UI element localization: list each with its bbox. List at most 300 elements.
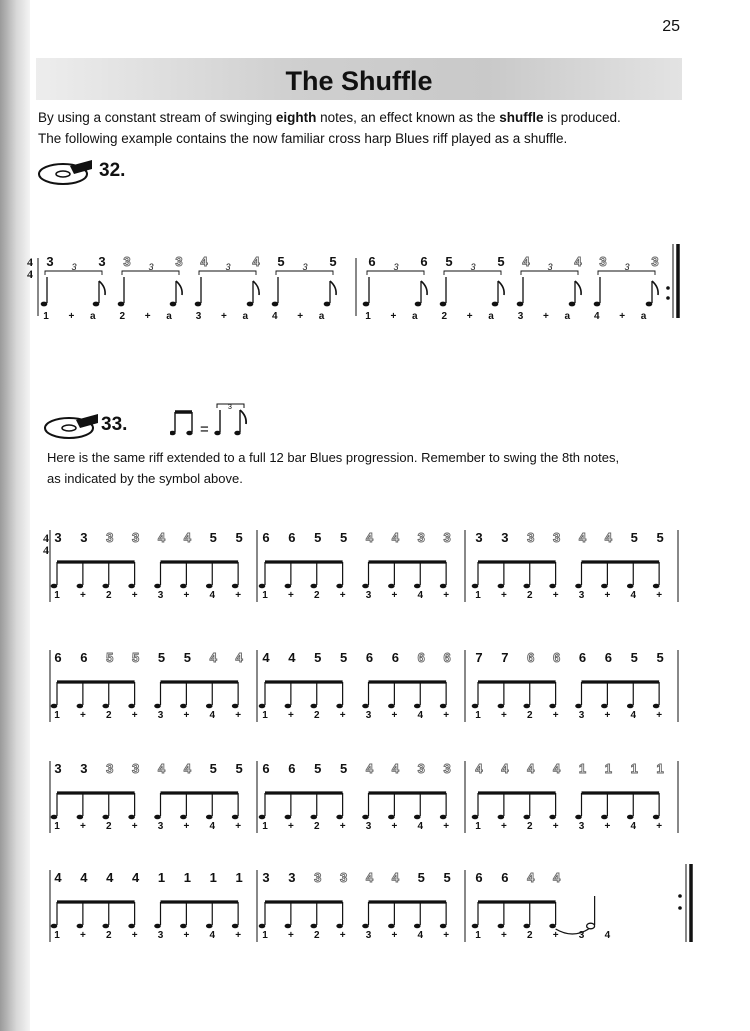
- note-head: [259, 924, 266, 929]
- tab-draw-number: 4: [527, 761, 535, 776]
- tab-draw-number: 1: [656, 761, 664, 776]
- note-head: [414, 924, 421, 929]
- beat-count-label: +: [391, 590, 398, 601]
- beat-count-label: a: [640, 311, 647, 322]
- tab-blow-number: 6: [80, 650, 88, 665]
- tab-blow-number: 3: [54, 530, 62, 545]
- note-head: [285, 584, 292, 589]
- note-head: [362, 815, 369, 820]
- beat-count-label: 3: [157, 710, 164, 721]
- note-head: [336, 924, 343, 929]
- note-head: [415, 302, 422, 307]
- beat-count-label: 3: [578, 710, 585, 721]
- note-head: [549, 924, 556, 929]
- eighth-flag: [575, 281, 581, 295]
- note-head: [388, 704, 395, 709]
- time-signature-bottom: 4: [43, 543, 49, 557]
- beat-count-label: 3: [195, 311, 202, 322]
- example-33-number: 33.: [101, 414, 128, 435]
- note-head: [336, 704, 343, 709]
- tab-draw-number: 3: [599, 254, 607, 269]
- note-head: [102, 815, 109, 820]
- beat-count-label: +: [604, 590, 611, 601]
- note-head: [575, 815, 582, 820]
- beat-count-label: +: [144, 311, 151, 322]
- repeat-dot: [666, 286, 670, 290]
- beat-count-label: +: [466, 311, 473, 322]
- tab-draw-number: 4: [183, 761, 191, 776]
- beat-count-label: +: [297, 311, 304, 322]
- tab-blow-number: 5: [314, 761, 322, 776]
- note-head: [232, 924, 239, 929]
- eighth-flag: [421, 281, 427, 295]
- tab-draw-number: 4: [209, 650, 217, 665]
- note-head: [414, 815, 421, 820]
- beat-count-label: +: [552, 821, 559, 832]
- beat-count-label: +: [391, 710, 398, 721]
- tab-draw-number: 6: [417, 650, 425, 665]
- beat-count-label: +: [443, 821, 450, 832]
- tab-blow-number: 5: [329, 254, 337, 269]
- beat-count-label: 4: [593, 311, 600, 322]
- note-head: [472, 704, 479, 709]
- beat-count-label: 2: [105, 590, 112, 601]
- note-head: [627, 815, 634, 820]
- note-head: [336, 815, 343, 820]
- tab-draw-number: 4: [501, 761, 509, 776]
- eighth-flag: [652, 281, 658, 295]
- note-head: [653, 704, 660, 709]
- tab-draw-number: 1: [630, 761, 638, 776]
- tab-draw-number: 3: [314, 870, 322, 885]
- tab-blow-number: 3: [501, 530, 509, 545]
- note-head: [362, 584, 369, 589]
- time-signature-top: 4: [43, 531, 49, 545]
- beat-count-label: 1: [365, 311, 371, 322]
- beat-count-label: 4: [630, 710, 637, 721]
- triplet-label: 3: [302, 262, 308, 272]
- beat-count-label: 3: [517, 311, 524, 322]
- triplet-label: 3: [624, 262, 630, 272]
- repeat-dot: [678, 906, 682, 910]
- beat-count-label: a: [166, 311, 172, 322]
- eighth-flag: [253, 281, 259, 295]
- beat-count-label: 3: [157, 821, 164, 832]
- beat-count-label: 1: [262, 710, 268, 721]
- tab-draw-number: 6: [443, 650, 451, 665]
- beat-count-label: 1: [262, 821, 268, 832]
- note-head: [575, 584, 582, 589]
- tab-blow-number: 5: [235, 761, 243, 776]
- note-head: [118, 302, 125, 307]
- beat-count-label: 2: [105, 930, 112, 941]
- note-head: [51, 704, 58, 709]
- beat-count-label: 3: [365, 930, 372, 941]
- beat-count-label: 4: [604, 930, 611, 941]
- note-head: [517, 302, 524, 307]
- tab-blow-number: 5: [340, 650, 348, 665]
- beat-count-label: +: [339, 821, 346, 832]
- beat-count-label: +: [131, 710, 138, 721]
- tab-blow-number: 6: [391, 650, 399, 665]
- beat-count-label: 3: [578, 590, 585, 601]
- swing-equals-sign: =: [200, 421, 209, 438]
- beat-count-label: +: [183, 710, 190, 721]
- half-note-head: [587, 923, 595, 929]
- tab-draw-number: 4: [365, 530, 374, 545]
- tab-blow-number: 6: [368, 254, 376, 269]
- tab-draw-number: 3: [340, 870, 348, 885]
- beat-count-label: +: [656, 590, 663, 601]
- beat-count-label: +: [339, 930, 346, 941]
- tab-draw-number: 3: [417, 761, 425, 776]
- beat-count-label: +: [391, 930, 398, 941]
- tab-blow-number: 6: [288, 761, 296, 776]
- beat-count-label: +: [390, 311, 397, 322]
- tab-draw-number: 3: [553, 530, 561, 545]
- tab-blow-number: 1: [183, 870, 191, 885]
- note-head: [324, 302, 331, 307]
- tab-blow-number: 5: [277, 254, 285, 269]
- beat-count-label: 4: [417, 930, 424, 941]
- tab-blow-number: 5: [417, 870, 425, 885]
- note-head: [646, 302, 653, 307]
- beat-count-label: +: [131, 590, 138, 601]
- note-head: [472, 924, 479, 929]
- beat-count-label: 2: [313, 930, 320, 941]
- eighth-flag: [330, 281, 336, 295]
- beat-count-label: 4: [209, 710, 216, 721]
- beat-count-label: 1: [475, 930, 481, 941]
- tab-draw-number: 4: [604, 530, 612, 545]
- beat-count-label: +: [391, 821, 398, 832]
- tab-blow-number: 5: [630, 530, 638, 545]
- note-head: [440, 815, 447, 820]
- eighth-flag: [99, 281, 105, 295]
- tab-draw-number: 4: [475, 761, 483, 776]
- tab-draw-number: 4: [522, 254, 530, 269]
- tab-blow-number: 6: [365, 650, 374, 665]
- tab-draw-number: 5: [132, 650, 140, 665]
- tab-draw-number: 4: [578, 530, 587, 545]
- intro-line-1: By using a constant stream of swinging eighth notes, an effect known as the shuffle is produced.: [38, 110, 621, 125]
- tab-draw-number: 4: [235, 650, 243, 665]
- note-head: [259, 704, 266, 709]
- note-head: [128, 584, 135, 589]
- tab-draw-number: 3: [106, 530, 114, 545]
- beat-count-label: 4: [209, 821, 216, 832]
- note-head: [440, 704, 447, 709]
- note-head: [154, 704, 161, 709]
- triplet-label: 3: [71, 262, 77, 272]
- beat-count-label: a: [318, 311, 325, 322]
- tab-blow-number: 5: [497, 254, 505, 269]
- note-head: [472, 815, 479, 820]
- beat-count-label: +: [656, 821, 663, 832]
- note-head: [232, 584, 239, 589]
- tab-blow-number: 5: [235, 530, 243, 545]
- beat-count-label: +: [79, 590, 86, 601]
- beat-count-label: +: [552, 590, 559, 601]
- note-head: [285, 704, 292, 709]
- tab-blow-number: 1: [157, 870, 166, 885]
- beat-count-label: +: [500, 821, 507, 832]
- note-head: [310, 584, 317, 589]
- note-head: [362, 704, 369, 709]
- note-head: [575, 704, 582, 709]
- tab-draw-number: 4: [157, 761, 166, 776]
- example-33-text-line-2: as indicated by the symbol above.: [47, 471, 243, 486]
- note-head: [285, 815, 292, 820]
- note-head: [498, 815, 505, 820]
- note-head: [180, 924, 187, 929]
- note-head: [51, 924, 58, 929]
- beat-count-label: 2: [313, 821, 320, 832]
- tab-blow-number: 5: [630, 650, 638, 665]
- note-head: [653, 815, 660, 820]
- note-head: [388, 584, 395, 589]
- beat-count-label: +: [183, 930, 190, 941]
- tab-blow-number: 6: [604, 650, 612, 665]
- tab-draw-number: 3: [106, 761, 114, 776]
- tab-blow-number: 4: [132, 870, 140, 885]
- note-head: [272, 302, 279, 307]
- triplet-label: 3: [393, 262, 399, 272]
- note-head: [523, 815, 530, 820]
- beat-count-label: 1: [43, 311, 49, 322]
- beat-count-label: 3: [578, 821, 585, 832]
- beat-count-label: +: [500, 590, 507, 601]
- tab-draw-number: 5: [106, 650, 114, 665]
- beat-count-label: 4: [271, 311, 278, 322]
- note-head: [363, 302, 370, 307]
- note-head: [154, 584, 161, 589]
- tab-blow-number: 6: [262, 530, 270, 545]
- note-head: [232, 704, 239, 709]
- beat-count-label: 3: [365, 821, 372, 832]
- beat-count-label: +: [68, 311, 75, 322]
- time-signature-bottom: 4: [27, 267, 33, 281]
- note-head: [440, 584, 447, 589]
- tab-blow-number: 4: [54, 870, 62, 885]
- tab-blow-number: 6: [54, 650, 62, 665]
- tab-draw-number: 4: [391, 761, 399, 776]
- beat-count-label: +: [339, 710, 346, 721]
- note-head: [414, 704, 421, 709]
- tab-blow-number: 7: [501, 650, 509, 665]
- note-head: [206, 924, 213, 929]
- note-head: [549, 584, 556, 589]
- tab-blow-number: 5: [445, 254, 453, 269]
- note-head: [601, 584, 608, 589]
- tab-blow-number: 5: [314, 530, 322, 545]
- note-head: [472, 584, 479, 589]
- beat-count-label: +: [235, 710, 242, 721]
- time-signature-top: 4: [27, 255, 33, 269]
- tab-blow-number: 1: [209, 870, 217, 885]
- tab-draw-number: 4: [200, 254, 208, 269]
- tab-blow-number: 5: [340, 761, 348, 776]
- beat-count-label: +: [500, 710, 507, 721]
- note-head: [523, 584, 530, 589]
- note-head: [180, 584, 187, 589]
- tab-draw-number: 3: [123, 254, 131, 269]
- note-head: [627, 704, 634, 709]
- tab-blow-number: 3: [262, 870, 270, 885]
- beat-count-label: +: [339, 590, 346, 601]
- beat-count-label: 4: [209, 590, 216, 601]
- tab-draw-number: 6: [527, 650, 535, 665]
- page-number: 25: [662, 18, 680, 35]
- note-head: [51, 815, 58, 820]
- note-head: [41, 302, 48, 307]
- beat-count-label: 4: [417, 710, 424, 721]
- tab-draw-number: 6: [553, 650, 561, 665]
- beat-count-label: +: [619, 311, 626, 322]
- repeat-dot: [678, 894, 682, 898]
- tab-draw-number: 1: [604, 761, 612, 776]
- beat-count-label: +: [287, 821, 294, 832]
- beat-count-label: +: [183, 821, 190, 832]
- tab-blow-number: 6: [501, 870, 509, 885]
- beat-count-label: 2: [313, 590, 320, 601]
- eighth-flag: [498, 281, 504, 295]
- triplet-label: 3: [148, 262, 154, 272]
- note-head: [414, 584, 421, 589]
- beat-count-label: 2: [105, 710, 112, 721]
- note-head: [154, 924, 161, 929]
- tab-blow-number: 5: [209, 530, 217, 545]
- tab-blow-number: 6: [578, 650, 587, 665]
- note-head: [128, 924, 135, 929]
- tab-blow-number: 5: [340, 530, 348, 545]
- beat-count-label: 1: [475, 821, 481, 832]
- tab-draw-number: 4: [391, 870, 399, 885]
- beat-count-label: +: [287, 710, 294, 721]
- note-head: [492, 302, 499, 307]
- tab-blow-number: 6: [420, 254, 428, 269]
- note-head: [259, 584, 266, 589]
- beat-count-label: a: [488, 311, 494, 322]
- note-head: [259, 815, 266, 820]
- tab-blow-number: 1: [235, 870, 243, 885]
- note-head: [498, 584, 505, 589]
- tab-blow-number: 6: [262, 761, 270, 776]
- beat-count-label: 3: [365, 590, 372, 601]
- note-head: [77, 584, 84, 589]
- eighth-flag: [176, 281, 182, 295]
- beat-count-label: 2: [526, 930, 533, 941]
- note-head: [247, 302, 254, 307]
- note-head: [93, 302, 100, 307]
- beat-count-label: a: [90, 311, 96, 322]
- note-head: [310, 815, 317, 820]
- tab-blow-number: 3: [80, 530, 88, 545]
- note-head: [170, 302, 177, 307]
- beat-count-label: +: [131, 821, 138, 832]
- beat-count-label: 2: [119, 311, 126, 322]
- beat-count-label: 3: [157, 930, 164, 941]
- tab-draw-number: 4: [553, 870, 561, 885]
- beat-count-label: +: [131, 930, 138, 941]
- beat-count-label: +: [79, 930, 86, 941]
- tab-blow-number: 5: [314, 650, 322, 665]
- beat-count-label: +: [183, 590, 190, 601]
- beat-count-label: 3: [578, 930, 585, 941]
- note-head: [336, 584, 343, 589]
- note-head: [102, 704, 109, 709]
- beat-count-label: 2: [313, 710, 320, 721]
- beat-count-label: +: [220, 311, 227, 322]
- tab-draw-number: 3: [417, 530, 425, 545]
- tab-draw-number: 4: [252, 254, 260, 269]
- note-head: [206, 584, 213, 589]
- tab-blow-number: 5: [443, 870, 451, 885]
- note-head: [51, 584, 58, 589]
- note-head: [206, 815, 213, 820]
- note-head: [594, 302, 601, 307]
- beat-count-label: +: [287, 930, 294, 941]
- beat-count-label: a: [242, 311, 249, 322]
- repeat-dot: [666, 296, 670, 300]
- tab-blow-number: 4: [106, 870, 114, 885]
- beat-count-label: +: [500, 930, 507, 941]
- tab-blow-number: 4: [262, 650, 270, 665]
- tab-blow-number: 5: [157, 650, 166, 665]
- tab-draw-number: 4: [157, 530, 166, 545]
- note-head: [601, 815, 608, 820]
- tab-blow-number: 3: [46, 254, 54, 269]
- tab-blow-number: 5: [656, 650, 664, 665]
- triplet-label: 3: [225, 262, 231, 272]
- beat-count-label: +: [443, 710, 450, 721]
- tab-draw-number: 4: [365, 761, 374, 776]
- note-head: [77, 924, 84, 929]
- tab-blow-number: 3: [475, 530, 483, 545]
- tab-blow-number: 3: [80, 761, 88, 776]
- beat-count-label: 3: [157, 590, 164, 601]
- tab-blow-number: 3: [288, 870, 296, 885]
- beat-count-label: 2: [526, 590, 533, 601]
- beat-count-label: 1: [475, 710, 481, 721]
- beat-count-label: +: [79, 710, 86, 721]
- note-head: [232, 815, 239, 820]
- beat-count-label: +: [235, 930, 242, 941]
- beat-count-label: +: [287, 590, 294, 601]
- beat-count-label: +: [235, 590, 242, 601]
- tab-draw-number: 4: [391, 530, 399, 545]
- beat-count-label: 1: [262, 590, 268, 601]
- tab-blow-number: 6: [288, 530, 296, 545]
- beat-count-label: +: [443, 590, 450, 601]
- note-head: [77, 704, 84, 709]
- tab-blow-number: 5: [209, 761, 217, 776]
- tab-blow-number: 7: [475, 650, 483, 665]
- beat-count-label: +: [604, 821, 611, 832]
- tab-draw-number: 4: [574, 254, 582, 269]
- note-head: [77, 815, 84, 820]
- beat-count-label: 2: [105, 821, 112, 832]
- beat-count-label: 4: [417, 821, 424, 832]
- note-head: [523, 924, 530, 929]
- tab-draw-number: 3: [443, 530, 451, 545]
- beat-count-label: 2: [526, 710, 533, 721]
- swing-triplet-label: 3: [228, 404, 232, 411]
- beat-count-label: +: [79, 821, 86, 832]
- note-head: [206, 704, 213, 709]
- beat-count-label: 1: [262, 930, 268, 941]
- beat-count-label: +: [443, 930, 450, 941]
